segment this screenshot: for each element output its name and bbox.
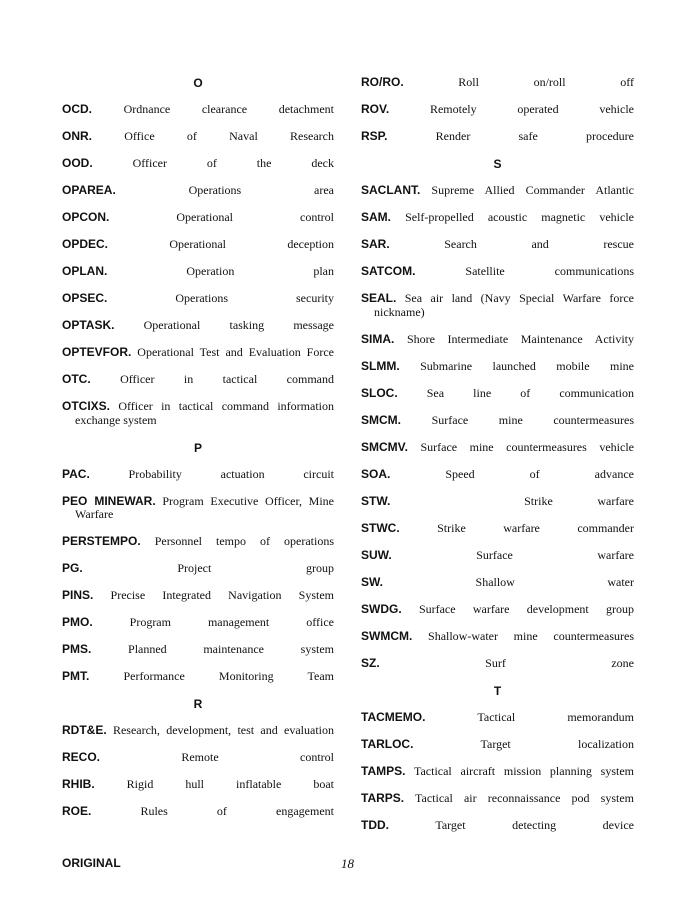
section-heading-p: P [193, 440, 202, 455]
entry-term: RECO. [62, 750, 101, 764]
glossary-entry [62, 562, 334, 576]
entry-term: SMCMV. [361, 439, 408, 454]
entry-definition: Surface mine countermeasures vehicle [407, 439, 634, 454]
entry-term: OTC. [62, 372, 91, 386]
glossary-entry [361, 549, 634, 563]
right-column [361, 75, 637, 846]
p-entries [62, 466, 337, 684]
entry-definition: Precise Integrated Navigation System [93, 588, 334, 602]
entry-term: SW. [361, 574, 384, 589]
glossary-entry [361, 576, 634, 590]
glossary-entry [62, 130, 334, 144]
entry-definition: Strike warfare commander [399, 520, 634, 535]
entry-term: TDD. [361, 817, 389, 832]
glossary-entry [62, 184, 334, 198]
entry-term: TAMPS. [361, 763, 406, 778]
entry-definition: Remotely operated vehicle [389, 102, 634, 116]
glossary-entry [62, 319, 334, 333]
entry-definition: Roll on/roll off [403, 75, 634, 89]
entry-definition: Search and rescue [389, 237, 634, 251]
entry-definition: Project group [82, 561, 334, 575]
o-entries [62, 102, 337, 427]
entry-term: SZ. [361, 655, 380, 670]
entry-definition: Submarine launched mobile mine [399, 358, 634, 373]
glossary-entry [361, 819, 634, 833]
entry-definition: Operational tasking message [114, 318, 334, 332]
entry-definition: Remote control [100, 750, 334, 764]
entry-term: SAR. [361, 237, 390, 251]
entry-term: SATCOM. [361, 264, 416, 278]
footer-original-label: ORIGINAL [62, 856, 121, 870]
entry-definition: Target detecting device [389, 817, 634, 832]
entry-term: SWMCM. [361, 628, 413, 643]
entry-term: SUW. [361, 547, 392, 562]
entry-definition: Sea air land (Navy Special Warfare force nickname) [374, 291, 637, 319]
glossary-entry [62, 643, 334, 657]
entry-definition: Officer in tactical command [90, 372, 334, 386]
entry-definition: Ordnance clearance detachment [92, 102, 334, 116]
entry-term: RSP. [361, 129, 388, 143]
entry-term: SIMA. [361, 331, 395, 346]
glossary-entry [361, 441, 634, 455]
entry-term: OPAREA. [62, 183, 116, 197]
entry-term: SMCM. [361, 412, 401, 427]
entry-definition: Render safe procedure [387, 129, 634, 143]
entry-term: PMS. [62, 642, 92, 656]
entry-definition: Surface warfare [391, 547, 634, 562]
entry-definition: Operational control [109, 210, 334, 224]
entry-term: OPDEC. [62, 237, 109, 251]
entry-term: PG. [62, 561, 83, 575]
entry-term: PMO. [62, 615, 93, 629]
entry-definition: Operations security [107, 291, 334, 305]
glossary-entry [361, 265, 634, 279]
entry-definition: Tactical memorandum [425, 709, 634, 724]
glossary-entry [62, 535, 334, 549]
entry-definition: Research, development, test and evaluation [106, 723, 334, 737]
glossary-entry [361, 184, 634, 198]
entry-term: PMT. [62, 669, 90, 683]
entry-definition: Strike warfare [390, 493, 634, 508]
entry-term: ONR. [62, 129, 92, 143]
glossary-entry [361, 387, 634, 401]
entry-term: OCD. [62, 102, 92, 116]
glossary-entry [361, 130, 634, 144]
glossary-entry [361, 291, 637, 319]
entry-term: SEAL. [361, 291, 397, 305]
entry-definition: Personnel tempo of operations [140, 534, 334, 548]
glossary-entry [361, 792, 634, 806]
entry-definition: Program Executive Officer, Mine Warfare [75, 493, 337, 521]
glossary-entry [62, 103, 334, 117]
entry-definition: Probability actuation circuit [89, 466, 334, 481]
entry-term: OPSEC. [62, 291, 108, 305]
t-entries [361, 711, 634, 833]
glossary-entry [62, 724, 334, 738]
entry-term: OTCIXS. [62, 399, 111, 413]
entry-term: OPLAN. [62, 264, 108, 278]
entry-definition: Program management office [92, 615, 334, 629]
glossary-entry [62, 157, 334, 171]
entry-term: PERSTEMPO. [62, 534, 141, 548]
entry-term: SLOC. [361, 385, 398, 400]
glossary-entry [361, 765, 634, 779]
entry-term: ROE. [62, 804, 92, 818]
entry-term: TARLOC. [361, 736, 414, 751]
glossary-entry [361, 360, 634, 374]
entry-term: OPCON. [62, 210, 110, 224]
entry-definition: Performance Monitoring Team [89, 669, 334, 683]
entry-term: RDT&E. [62, 723, 107, 737]
entry-term: OPTEVFOR. [62, 345, 132, 359]
entry-term: SOA. [361, 466, 391, 481]
entry-term: SWDG. [361, 601, 402, 616]
entry-term: RHIB. [62, 777, 95, 791]
glossary-entry [62, 670, 334, 684]
glossary-entry [361, 333, 634, 347]
entry-definition: Tactical aircraft mission planning system [405, 763, 634, 778]
glossary-entry [361, 657, 634, 671]
glossary-entry [361, 495, 634, 509]
entry-definition: Satellite communications [415, 264, 634, 278]
entry-term: TARPS. [361, 790, 405, 805]
entry-term: TACMEMO. [361, 709, 426, 724]
glossary-entry [62, 373, 334, 387]
entry-definition: Shore Intermediate Maintenance Activity [394, 331, 634, 346]
entry-definition: Shallow-water mine countermeasures [412, 628, 634, 643]
entry-definition: Surface warfare development group [401, 601, 634, 616]
section-heading-r: R [193, 697, 203, 711]
glossary-entry [361, 630, 634, 644]
section-heading-s: S [493, 157, 502, 171]
entry-term: OOD. [62, 156, 93, 170]
glossary-entry [62, 399, 337, 427]
glossary-entry [361, 211, 634, 225]
entry-definition: Sea line of communication [397, 385, 634, 400]
entry-definition: Rules of engagement [91, 804, 334, 818]
entry-term: PAC. [62, 466, 90, 481]
entry-term: OPTASK. [62, 318, 115, 332]
glossary-entry [62, 211, 334, 225]
entry-definition: Self-propelled acoustic magnetic vehicle [391, 210, 634, 224]
entry-definition: Shallow water [383, 574, 634, 589]
entry-definition: Rigid hull inflatable boat [94, 777, 334, 791]
r-entries-continued [361, 76, 634, 144]
entry-term: PINS. [62, 588, 94, 602]
entry-definition: Operations area [115, 183, 334, 197]
glossary-entry [62, 493, 337, 522]
entry-definition: Planned maintenance system [91, 642, 334, 656]
glossary-entry [62, 616, 334, 630]
glossary-entry [361, 103, 634, 117]
glossary-entry [62, 468, 334, 482]
glossary-entry [62, 346, 334, 360]
glossary-entry [361, 76, 634, 90]
glossary-entry [62, 292, 334, 306]
glossary-entry [361, 468, 634, 482]
entry-definition: Supreme Allied Commander Atlantic [420, 183, 634, 197]
glossary-entry [62, 778, 334, 792]
page-number: 18 [341, 856, 354, 871]
entry-definition: Operational Test and Evaluation Force [131, 345, 334, 359]
entry-definition: Tactical air reconnaissance pod system [404, 790, 634, 805]
entry-definition: Surface mine countermeasures [401, 412, 634, 427]
entry-definition: Officer in tactical command information exchange system [75, 399, 337, 427]
entry-definition: Officer of the deck [92, 156, 334, 170]
glossary-entry [361, 603, 634, 617]
glossary-entry [62, 238, 334, 252]
glossary-entry [361, 522, 634, 536]
entry-term: SLMM. [361, 358, 400, 373]
entry-definition: Operation plan [107, 264, 334, 278]
entry-term: STWC. [361, 520, 400, 535]
glossary-entry [361, 711, 634, 725]
entry-definition: Surf zone [379, 655, 634, 670]
entry-term: SACLANT. [361, 183, 421, 197]
r-entries [62, 724, 334, 819]
glossary-entry [62, 265, 334, 279]
entry-term: ROV. [361, 102, 390, 116]
entry-term: PEO MINEWAR. [62, 493, 156, 508]
glossary-entry [62, 589, 334, 603]
entry-definition: Operational deception [108, 237, 334, 251]
s-entries [361, 183, 637, 670]
entry-term: SAM. [361, 210, 391, 224]
glossary-entry [62, 805, 334, 819]
left-column [62, 76, 337, 832]
section-heading-o: O [193, 76, 203, 90]
glossary-entry [361, 414, 634, 428]
entry-definition: Target localization [413, 736, 634, 751]
glossary-entry [361, 238, 634, 252]
entry-term: STW. [361, 493, 391, 508]
glossary-entry [62, 751, 334, 765]
entry-term: RO/RO. [361, 75, 404, 89]
section-heading-t: T [493, 683, 502, 698]
entry-definition: Office of Naval Research [92, 129, 334, 143]
glossary-entry [361, 738, 634, 752]
entry-definition: Speed of advance [390, 466, 634, 481]
